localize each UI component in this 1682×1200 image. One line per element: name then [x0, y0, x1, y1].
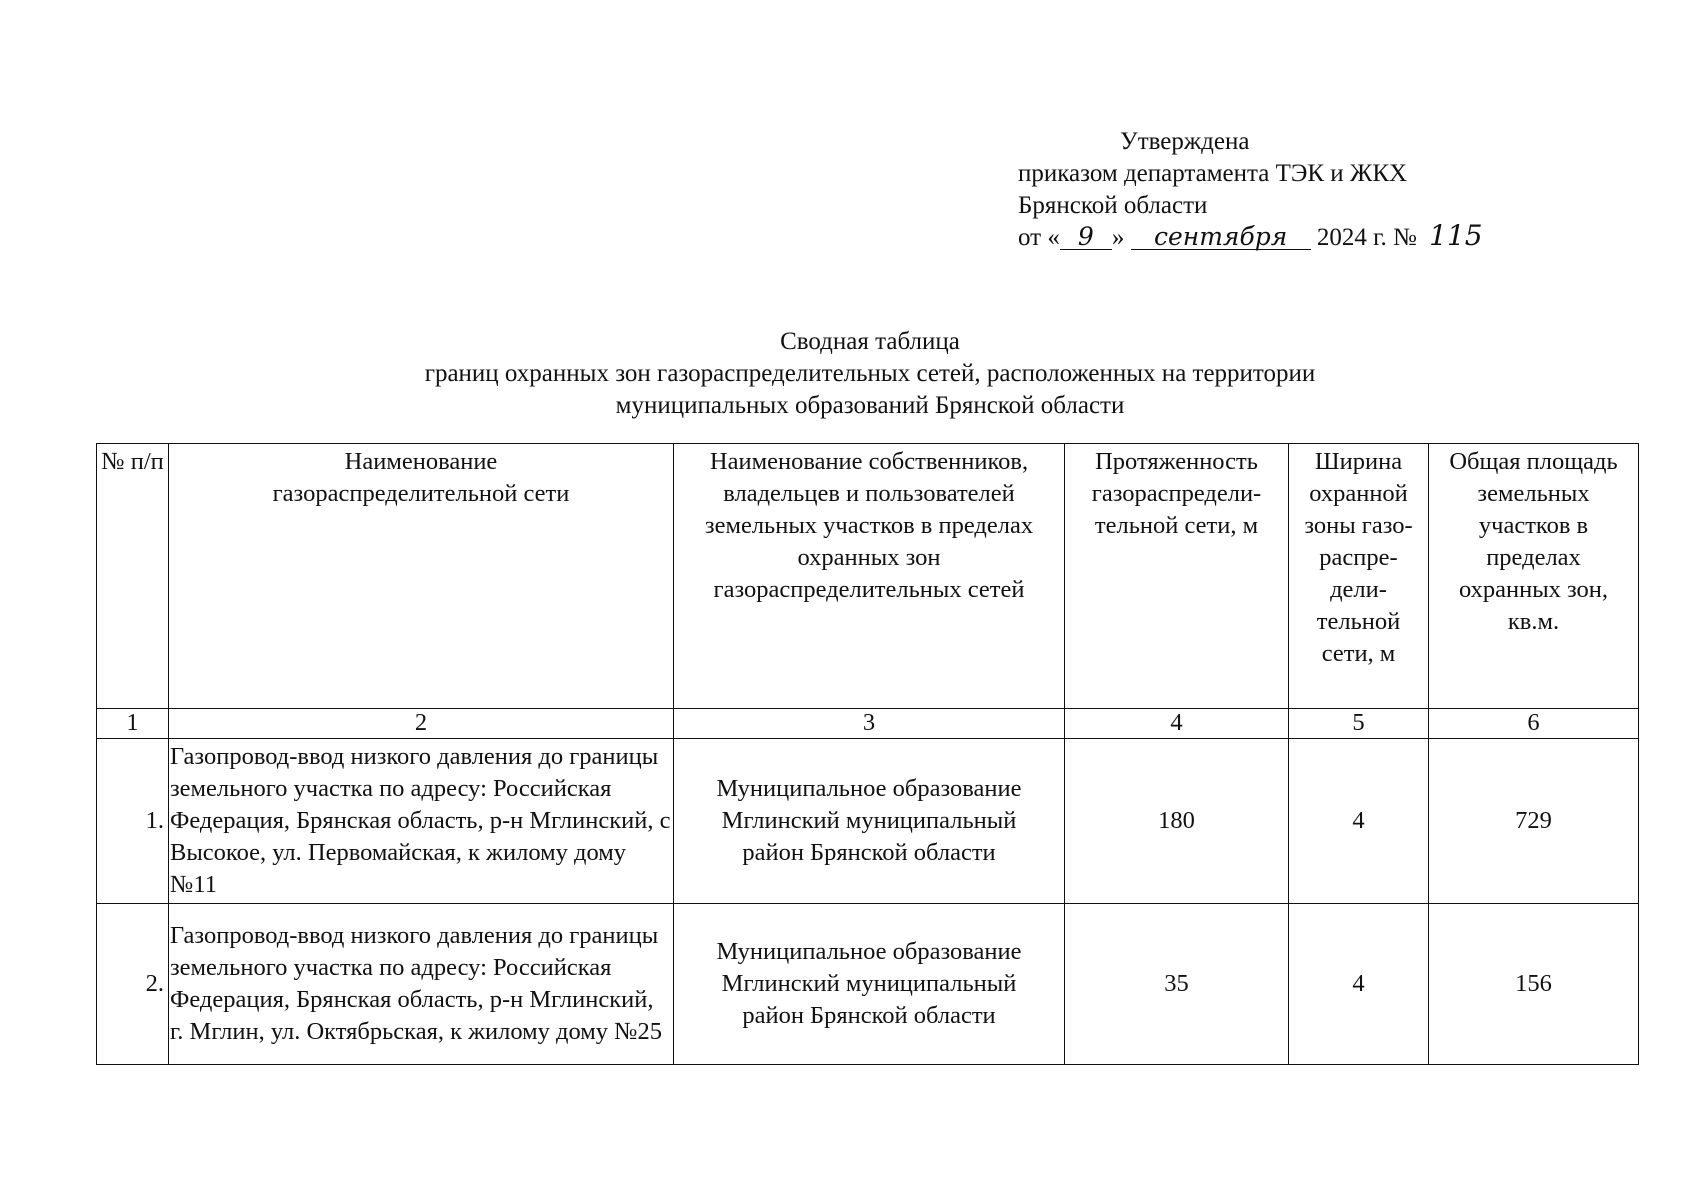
header-zone-width: Ширина охранной зоны газо-распре-дели-тельной сети, м — [1289, 444, 1429, 709]
column-number: 4 — [1065, 709, 1289, 739]
document-title — [0, 326, 1682, 422]
column-number-row — [97, 709, 1639, 739]
title-line-2: границ охранных зон газораспределительных сетей, расположенных на территории — [424, 360, 1316, 387]
table-row — [97, 739, 1639, 904]
header-owners: Наименование собственников, владельцев и пользователей земельных участков в пределах охранных зон газораспределительных сетей — [674, 444, 1065, 709]
header-length: Протяженность газораспредели-тельной сети, м — [1065, 444, 1289, 709]
row-total-area: 729 — [1429, 739, 1639, 904]
row-network-name: Газопровод-ввод низкого давления до границы земельного участка по адресу: Российская Федерация, Брянская область, р-н Мглинский, г. Мглин, ул. Октябрьская, к жилому дому №25 — [169, 904, 674, 1065]
handwritten-day: 9 — [1060, 225, 1112, 250]
row-owner: Муниципальное образование Мглинский муниципальный район Брянской области — [674, 739, 1065, 904]
column-number: 6 — [1429, 709, 1639, 739]
approval-date-line — [1018, 219, 1483, 254]
header-num: № п/п — [97, 444, 169, 709]
column-number: 1 — [97, 709, 169, 739]
row-total-area: 156 — [1429, 904, 1639, 1065]
handwritten-order-number: 115 — [1429, 219, 1483, 252]
header-network-name: Наименование газораспределительной сети — [169, 444, 674, 709]
approval-title: Утверждена — [1120, 128, 1250, 155]
column-number: 5 — [1289, 709, 1429, 739]
row-zone-width: 4 — [1289, 739, 1429, 904]
table-header-row — [97, 444, 1639, 709]
handwritten-month: сентября — [1131, 225, 1311, 250]
row-num: 1. — [97, 739, 169, 904]
date-prefix: от « — [1018, 224, 1060, 251]
number-sign: № — [1393, 224, 1417, 251]
row-network-name: Газопровод-ввод низкого давления до границы земельного участка по адресу: Российская Федерация, Брянская область, р-н Мглинский, с Высокое, ул. Первомайская, к жилому дому №11 — [169, 739, 674, 904]
approval-region-line: Брянской области — [1018, 192, 1208, 219]
summary-table — [96, 443, 1639, 1065]
column-number: 2 — [169, 709, 674, 739]
table-row — [97, 904, 1639, 1065]
row-owner: Муниципальное образование Мглинский муниципальный район Брянской области — [674, 904, 1065, 1065]
date-year: 2024 г. — [1316, 224, 1387, 251]
title-line-1: Сводная таблица — [780, 328, 960, 355]
approval-order-line: приказом департамента ТЭК и ЖКХ — [1018, 160, 1408, 187]
header-total-area: Общая площадь земельных участков в пределах охранных зон, кв.м. — [1429, 444, 1639, 709]
column-number: 3 — [674, 709, 1065, 739]
title-line-3: муниципальных образований Брянской области — [615, 392, 1125, 419]
date-mid: » — [1111, 224, 1125, 251]
row-num: 2. — [97, 904, 169, 1065]
row-length: 35 — [1065, 904, 1289, 1065]
approval-block — [1018, 126, 1483, 254]
row-zone-width: 4 — [1289, 904, 1429, 1065]
row-length: 180 — [1065, 739, 1289, 904]
